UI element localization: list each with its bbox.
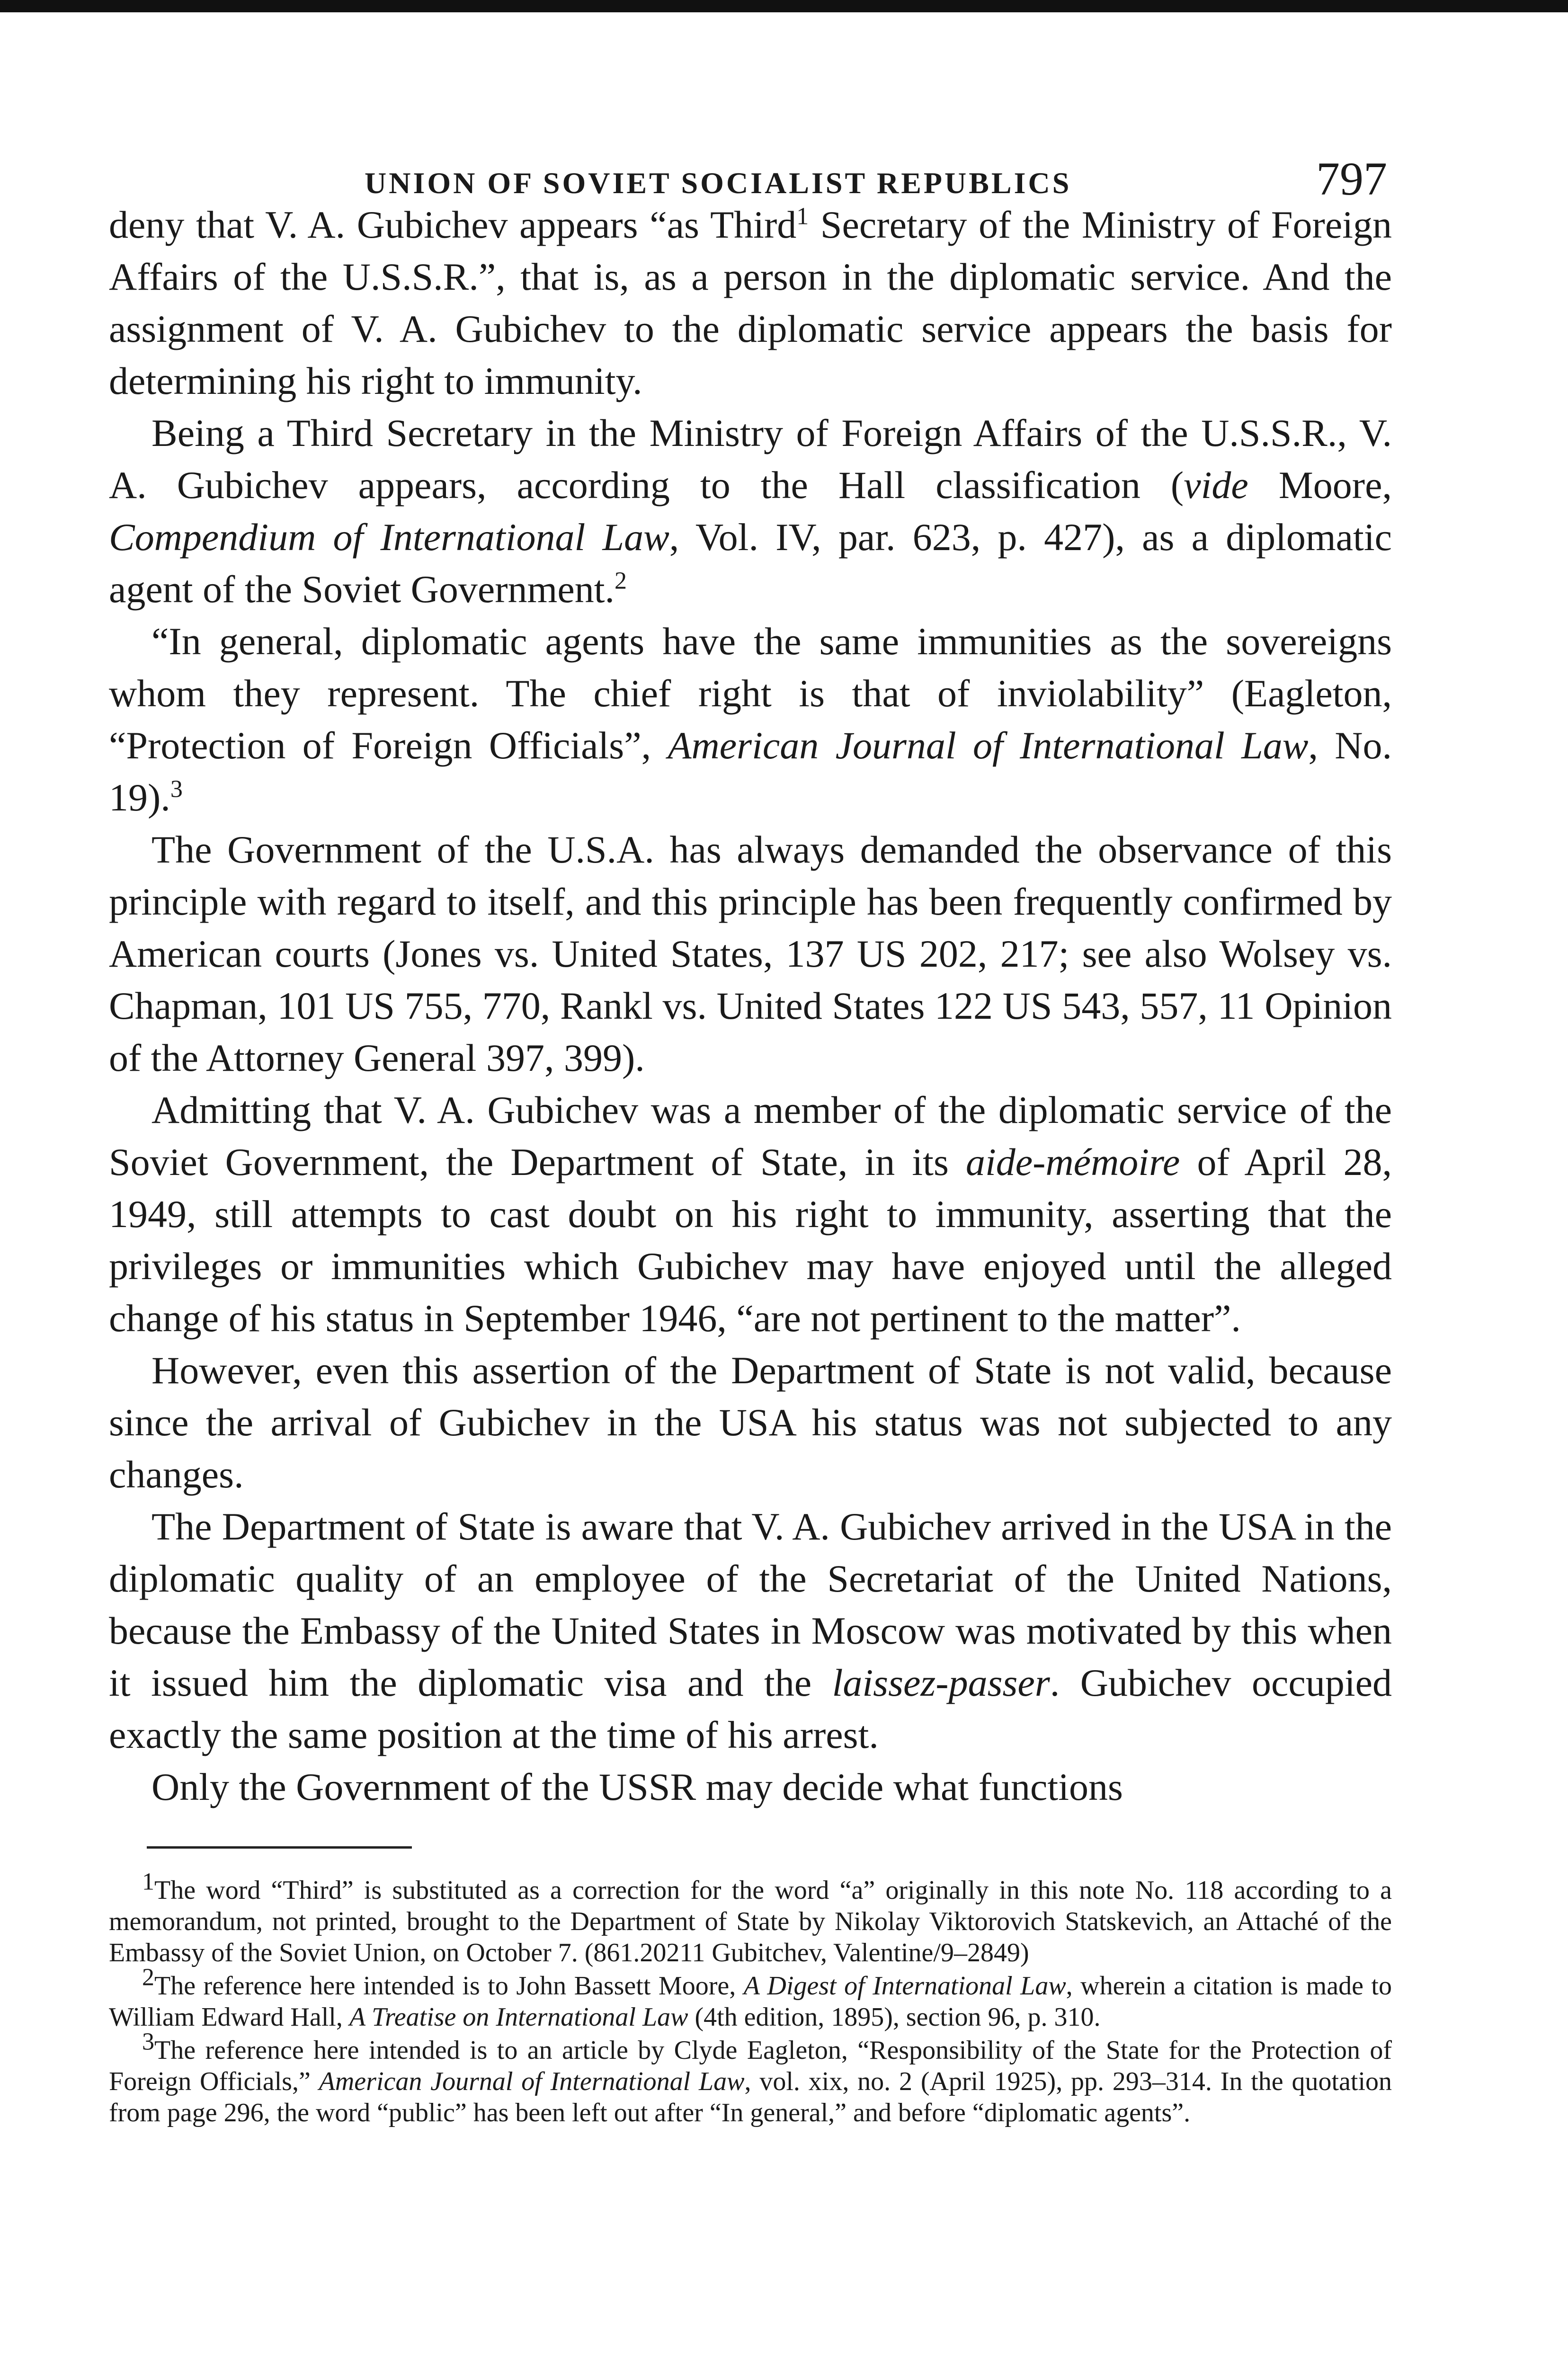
footnotes (109, 1868, 1392, 2128)
paragraph-8: Only the Government of the USSR may decide what functions (151, 1765, 1123, 1808)
document-page (109, 142, 1392, 2130)
paragraph-6: However, even this assertion of the Department of State is not valid, because since the arrival of Gubichev in the USA his status was not subjected to any changes. (109, 1349, 1392, 1496)
page-header (109, 142, 1392, 205)
top-border (0, 0, 1568, 12)
paragraph-7: The Department of State is aware that V. A. Gubichev arrived in the USA in the diplomatic quality of an employee of the Secretariat of the United Nations, because the Embassy of the United States in Moscow was motivated by this when it issued him the diplomatic visa and the laissez-passer. Gubichev occupied exactly the same position at the time of his arrest. (109, 1505, 1392, 1756)
running-head: UNION OF SOVIET SOCIALIST REPUBLICS (365, 166, 1072, 200)
footnote-ref-2: 2 (615, 567, 627, 595)
page-number: 797 (1316, 152, 1387, 205)
paragraph-5: Admitting that V. A. Gubichev was a member of the diplomatic service of the Soviet Government, the Department of State, in its aide-mémoire of April 28, 1949, still attempts to cast doubt on his right to immunity, asserting that the privileges or immunities which Gubichev may have enjoyed until the alleged change of his status in September 1946, “are not pertinent to the matter”. (109, 1088, 1392, 1340)
footnote-ref-1: 1 (796, 203, 809, 230)
paragraph-4: The Government of the U.S.A. has always demanded the observance of this principle with regard to itself, and this principle has been frequently confirmed by American courts (Jones vs. United States, 137 US 202, 217; see also Wolsey vs. Chapman, 101 US 755, 770, Rankl vs. United States 122 US 543, 557, 11 Opinion of the Attorney General 397, 399). (109, 828, 1392, 1079)
book-title: Compendium of International Law (109, 516, 669, 559)
journal-title: American Journal of International Law (668, 724, 1309, 767)
paragraph-3: “In general, diplomatic agents have the same immunities as the sovereigns whom they represent. The chief right is that of inviolability” (Eagleton, “Protection of Foreign Officials”, American Journal of International Law, No. 19).$^3$ (109, 620, 1392, 819)
footnote-divider (147, 1846, 412, 1849)
footnote-1: $^1$The word “Third” is substituted as a correction for the word “a” originally in this note No. 118 according to a memorandum, not printed, brought to the Department of State by Nikolay Viktorovich Statskevich, an Attaché of the Embassy of the Soviet Union, on October 7. (861.20211 Gubitchev, Valentine/9–2849) (109, 1868, 1392, 1967)
footnote-3: $^3$The reference here intended is to an article by Clyde Eagleton, “Responsibility of the State for the Protection of Foreign Officials,” American Journal of International Law, vol. xix, no. 2 (April 1925), pp. 293–314. In the quotation from page 296, the word “public” has been left out after “In general,” and before “diplomatic agents”. (109, 2028, 1392, 2127)
body-text (109, 199, 1392, 1813)
paragraph-2: Being a Third Secretary in the Ministry of Foreign Affairs of the U.S.S.R., V. A. Gubichev appears, according to the Hall classification (vide Moore, Compendium of International Law, Vol. IV, par. 623, p. 427), as a diplomatic agent of the Soviet Government.$^2$ (109, 411, 1392, 611)
paragraph-1: deny that V. A. Gubichev appears “as Third$^1$ Secretary of the Ministry of Foreign Affairs of the U.S.S.R.”, that is, as a person in the diplomatic service. And the assignment of V. A. Gubichev to the diplomatic service appears the basis for determining his right to immunity. (109, 203, 1392, 402)
footnote-ref-3: 3 (170, 775, 183, 803)
footnote-2: $^2$The reference here intended is to John Bassett Moore, A Digest of International Law, wherein a citation is made to William Edward Hall, A Treatise on International Law (4th edition, 1895), section 96, p. 310. (109, 1964, 1392, 2032)
